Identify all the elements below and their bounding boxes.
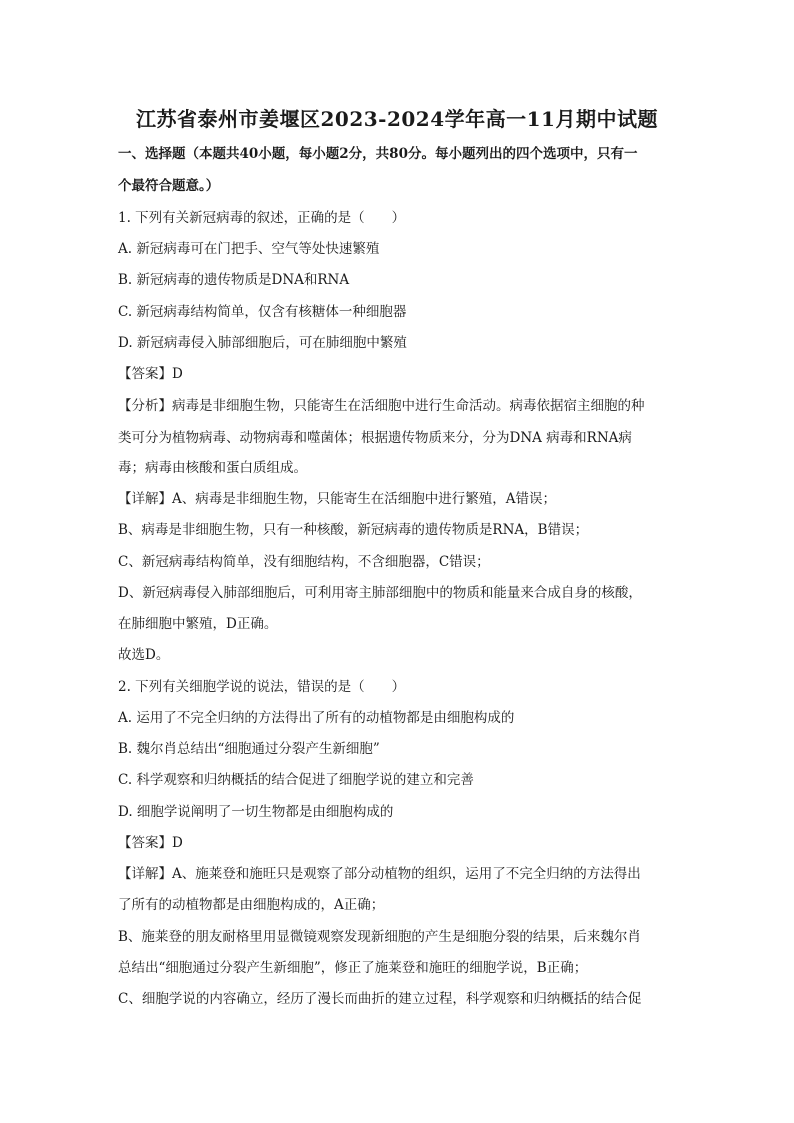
question-2-option-c: C. 科学观察和归纳概括的结合促进了细胞学说的建立和完善 [118, 772, 474, 788]
question-1-explanation: 【详解】A、病毒是非细胞生物，只能寄生在活细胞中进行繁殖，A错误； [118, 491, 556, 507]
question-2-explanation-c: C、细胞学说的内容确立，经历了漫长而曲折的建立过程，科学观察和归纳概括的结合促 [118, 991, 642, 1007]
question-2-option-a: A. 运用了不完全归纳的方法得出了所有的动植物都是由细胞构成的 [118, 710, 515, 726]
question-1-analysis-cont: 类可分为植物病毒、动物病毒和噬菌体；根据遗传物质来分，分为DNA 病毒和RNA病 [118, 430, 632, 446]
question-2-option-d: D. 细胞学说阐明了一切生物都是由细胞构成的 [118, 804, 394, 820]
question-1-answer: 【答案】D [118, 366, 183, 382]
question-1-stem: 1. 下列有关新冠病毒的叙述，正确的是（ ） [118, 210, 406, 226]
question-1-explanation-d: D、新冠病毒侵入肺部细胞后，可利用寄主肺部细胞中的物质和能量来合成自身的核酸， [118, 585, 642, 601]
question-2-explanation-a: 【详解】A、施莱登和施旺只是观察了部分动植物的组织，运用了不完全归纳的方法得出 [118, 866, 641, 882]
question-1-analysis: 【分析】病毒是非细胞生物，只能寄生在活细胞中进行生命活动。病毒依据宿主细胞的种 [118, 398, 645, 414]
question-2-answer: 【答案】D [118, 835, 183, 851]
question-1-analysis-cont: 毒；病毒由核酸和蛋白质组成。 [118, 460, 307, 476]
question-1-explanation-c: C、新冠病毒结构简单，没有细胞结构，不含细胞器，C错误； [118, 554, 490, 570]
question-2-explanation-a-cont: 了所有的动植物都是由细胞构成的，A正确； [118, 897, 385, 913]
question-1-option-a: A. 新冠病毒可在门把手、空气等处快速繁殖 [118, 241, 380, 257]
question-1-option-b: B. 新冠病毒的遗传物质是DNA和RNA [118, 272, 350, 288]
question-1-option-c: C. 新冠病毒结构简单，仅含有核糖体一种细胞器 [118, 304, 407, 320]
question-2-stem: 2. 下列有关细胞学说的说法，错误的是（ ） [118, 679, 406, 695]
question-1-option-d: D. 新冠病毒侵入肺部细胞后，可在肺细胞中繁殖 [118, 335, 407, 351]
section-heading-cont: 个最符合题意。） [118, 178, 220, 194]
question-2-option-b: B. 魏尔肖总结出“细胞通过分裂产生新细胞” [118, 741, 380, 757]
question-2-explanation-b: B、施莱登的朋友耐格里用显微镜观察发现新细胞的产生是细胞分裂的结果，后来魏尔肖 [118, 929, 641, 945]
question-1-conclusion: 故选D。 [118, 647, 170, 663]
question-2-explanation-b-cont: 总结出“细胞通过分裂产生新细胞”，修正了施莱登和施旺的细胞学说，B正确； [118, 960, 588, 976]
section-heading: 一、选择题（本题共40小题，每小题2分，共80分。每小题列出的四个选项中，只有一 [118, 146, 638, 162]
page-title: 江苏省泰州市姜堰区2023-2024学年高一11月期中试题 [136, 107, 658, 131]
question-1-explanation-d-cont: 在肺细胞中繁殖，D正确。 [118, 616, 278, 632]
question-1-explanation-b: B、病毒是非细胞生物，只有一种核酸，新冠病毒的遗传物质是RNA，B错误； [118, 522, 589, 538]
